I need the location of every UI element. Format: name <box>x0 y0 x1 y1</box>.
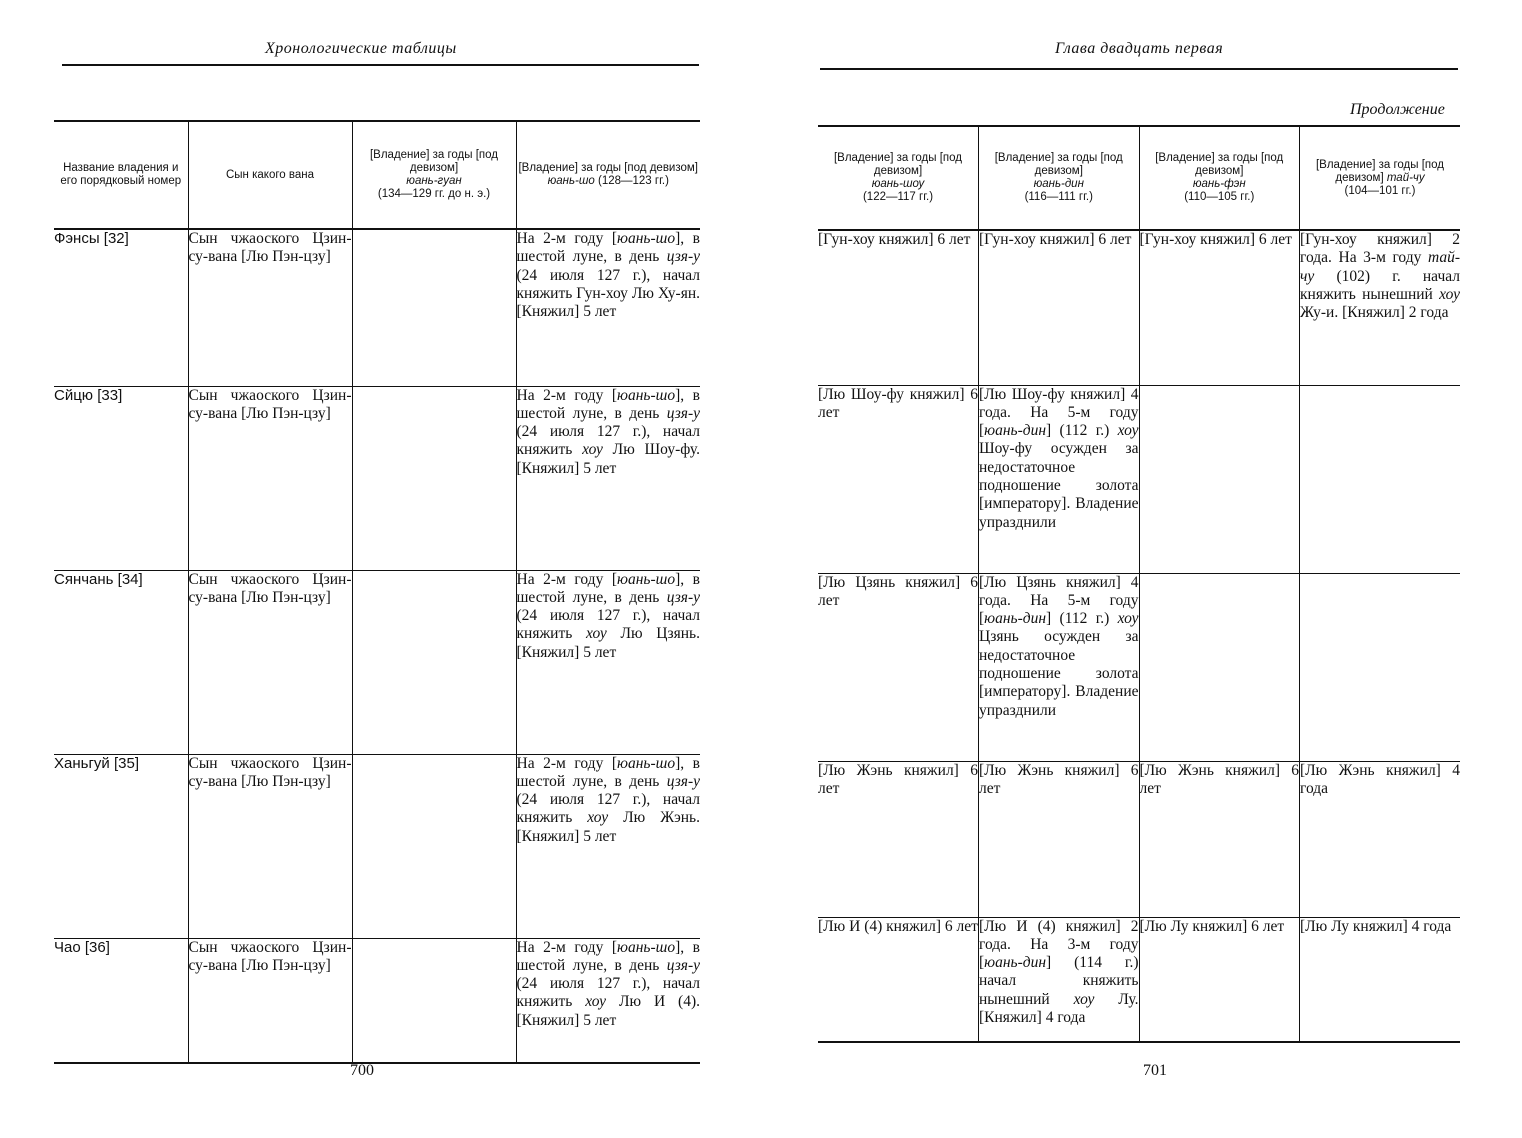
yuanfeng-cell <box>1139 385 1300 573</box>
header-son-of: Сын какого вана <box>188 121 352 229</box>
yuanshuo-cell: На 2-м году [юань-шо], в шестой луне, в день цзя-у (24 июля 127 г.), начал княжить хоу Лю Цзянь. [Княжил] 5 лет <box>516 570 700 754</box>
header-yuanshou: [Владение] за годы [под девизом] юань-шоу (122—117 гг.) <box>818 126 979 230</box>
taichu-cell: [Лю Жэнь княжил] 4 года <box>1300 761 1461 917</box>
taichu-cell: [Лю Лу княжил] 4 года <box>1300 917 1452 935</box>
taichu-cell: [Гун-хоу княжил] 2 года. На 3-м году тай-чу (102) г. начал княжить нынешний хоу Жу-и. [Княжил] 2 года <box>1300 230 1461 385</box>
yuanshou-cell: [Лю И (4) княжил] 6 лет <box>818 917 979 1042</box>
page-number-left: 700 <box>350 1062 374 1079</box>
holding-name-cell: Сянчань [34] <box>54 570 188 754</box>
continued-label: Продолжение <box>1350 101 1445 118</box>
yuanguan-cell <box>352 386 516 570</box>
holding-name-cell: Чао [36] <box>54 938 188 1063</box>
running-head-left: Хронологические таблицы <box>265 40 457 57</box>
table-row <box>54 229 700 386</box>
table-row <box>54 386 700 570</box>
yuanding-cell: [Лю И (4) княжил] 2 года. На 3-м году [юань-дин] (114 г.) начал княжить нынешний хоу Лу. [Княжил] 4 года <box>979 917 1140 1042</box>
yuanding-cell: [Гун-хоу княжил] 6 лет <box>979 230 1140 385</box>
taichu-cell <box>1300 573 1461 761</box>
header-yuanshuo: [Владение] за годы [под девизом] юань-шо (128—123 гг.) <box>516 121 700 229</box>
son-of-cell: Сын чжаоского Цзин-су-вана [Лю Пэн-цзу] <box>188 754 352 938</box>
table-row <box>54 570 700 754</box>
table-row <box>818 573 1460 761</box>
yuanshuo-cell: На 2-м году [юань-шо], в шестой луне, в день цзя-у (24 июля 127 г.), начал княжить хоу Лю И (4). [Княжил] 5 лет <box>516 938 700 1029</box>
yuanguan-cell <box>352 754 516 938</box>
yuanshou-cell: [Лю Шоу-фу княжил] 6 лет <box>818 385 979 573</box>
table-row <box>818 917 1460 1042</box>
son-of-cell: Сын чжаоского Цзин-су-вана [Лю Пэн-цзу] <box>188 938 352 1063</box>
yuanfeng-cell: [Лю Жэнь княжил] 6 лет <box>1139 761 1300 917</box>
yuanshou-cell: [Лю Жэнь княжил] 6 лет <box>818 761 979 917</box>
chronology-table-left <box>54 120 700 1064</box>
page-number-right: 701 <box>1143 1062 1167 1079</box>
header-yuanding: [Владение] за годы [под девизом] юань-дин (116—111 гг.) <box>979 126 1140 230</box>
yuanshuo-cell: На 2-м году [юань-шо], в шестой луне, в день цзя-у (24 июля 127 г.), начал княжить хоу Лю Шоу-фу. [Княжил] 5 лет <box>516 386 700 570</box>
yuanding-cell: [Лю Жэнь княжил] 6 лет <box>979 761 1140 917</box>
table-row <box>818 761 1460 917</box>
yuanguan-cell <box>352 570 516 754</box>
taichu-cell <box>1300 385 1461 573</box>
left-page <box>0 0 760 1138</box>
chronology-table-right <box>818 125 1460 1043</box>
yuanfeng-cell: [Гун-хоу княжил] 6 лет <box>1139 230 1300 385</box>
yuanshou-cell: [Гун-хоу княжил] 6 лет <box>818 230 979 385</box>
header-yuanguan: [Владение] за годы [под девизом] юань-гуан (134—129 гг. до н. э.) <box>352 121 516 229</box>
table-row <box>818 230 1460 385</box>
holding-name-cell: Фэнсы [32] <box>54 229 188 386</box>
header-holding-name: Название владения и его порядковый номер <box>54 121 188 229</box>
yuanshuo-cell: На 2-м году [юань-шо], в шестой луне, в день цзя-у (24 июля 127 г.), начал княжить хоу Лю Жэнь. [Княжил] 5 лет <box>516 754 700 938</box>
yuanfeng-cell: [Лю Лу княжил] 6 лет <box>1139 917 1300 1042</box>
header-taichu: [Владение] за годы [под девизом] тай-чу (104—101 гг.) <box>1300 126 1461 230</box>
table-row <box>54 938 700 1063</box>
head-rule-left <box>62 64 699 66</box>
table-row <box>54 754 700 938</box>
yuanfeng-cell <box>1139 573 1300 761</box>
head-rule-right <box>820 68 1458 70</box>
running-head-right: Глава двадцать первая <box>1055 40 1224 57</box>
right-page <box>760 0 1522 1138</box>
holding-name-cell: Ханьгуй [35] <box>54 754 188 938</box>
son-of-cell: Сын чжаоского Цзин-су-вана [Лю Пэн-цзу] <box>188 570 352 754</box>
yuanding-cell: [Лю Шоу-фу княжил] 4 года. На 5-м году [юань-дин] (112 г.) хоу Шоу-фу осужден за недостаточное подношение золота [императору]. Владение упразднили <box>979 385 1140 573</box>
yuanguan-cell <box>352 938 516 1063</box>
yuanshuo-cell: На 2-м году [юань-шо], в шестой луне, в день цзя-у (24 июля 127 г.), начал княжить Гун-хоу Лю Ху-ян. [Княжил] 5 лет <box>516 229 700 386</box>
son-of-cell: Сын чжаоского Цзин-су-вана [Лю Пэн-цзу] <box>188 386 352 570</box>
header-yuanfeng: [Владение] за годы [под девизом] юань-фэн (110—105 гг.) <box>1139 126 1300 230</box>
table-header-row <box>54 121 700 229</box>
table-row <box>818 385 1460 573</box>
table-header-row <box>818 126 1460 230</box>
yuanding-cell: [Лю Цзянь княжил] 4 года. На 5-м году [юань-дин] (112 г.) хоу Цзянь осужден за недостаточное подношение золота [императору]. Владение упразднили <box>979 573 1140 761</box>
yuanguan-cell <box>352 229 516 386</box>
holding-name-cell: Сйцю [33] <box>54 386 188 570</box>
yuanshou-cell: [Лю Цзянь княжил] 6 лет <box>818 573 979 761</box>
son-of-cell: Сын чжаоского Цзин-су-вана [Лю Пэн-цзу] <box>188 229 352 386</box>
